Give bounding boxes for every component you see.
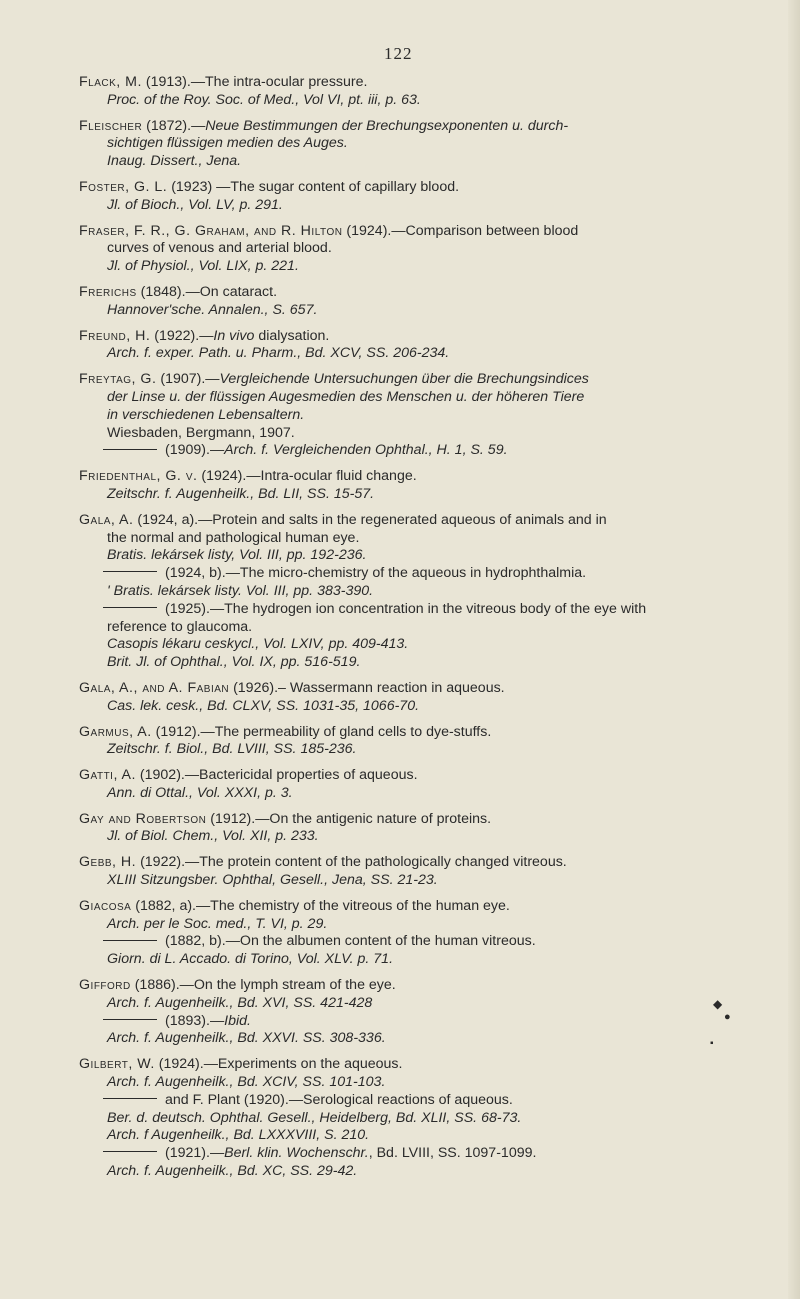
reference-title: (1924).—Intra-ocular fluid change. [197, 468, 417, 485]
author: Freund, H. [79, 327, 151, 344]
ditto-dash [103, 940, 157, 941]
reference-title: (1924, b).—The micro-chemistry of the aqueous in hydrophthalmia. [165, 565, 587, 582]
author: Gifford [79, 977, 131, 994]
citation: Arch. f. exper. Path. u. Pharm., Bd. XCV, SS. 206-234. [107, 345, 450, 362]
reference-title-cont: reference to glaucoma. [107, 618, 253, 635]
reference-entry [79, 74, 739, 110]
reference-title: Berl. klin. Wochenschr. [224, 1145, 369, 1162]
reference-title: (1922).—The protein content of the pathologically changed vitreous. [136, 854, 567, 871]
ditto-dash [103, 1151, 157, 1152]
citation: Inaug. Dissert., Jena. [107, 153, 242, 170]
author: Gilbert, W. [79, 1056, 155, 1073]
author: Foster, G. L. [79, 178, 168, 195]
reference-title: Neue Bestimmungen der Brechungsexponenten u. durch- [205, 117, 569, 134]
reference-entry [79, 118, 739, 171]
citation: Proc. of the Roy. Soc. of Med., Vol VI, pt. iii, p. 63. [107, 91, 421, 108]
reference-entry [79, 468, 739, 504]
reference-title: (1912).—On the antigenic nature of proteins. [206, 810, 492, 827]
reference-title: Vergleichende Untersuchungen über die Brechungsindices [219, 371, 589, 388]
author: Friedenthal, G. v. [79, 468, 198, 485]
reference-title: (1848).—On cataract. [136, 283, 278, 300]
reference-entry [79, 371, 739, 460]
citation: Arch. f. Augenheilk., Bd. XXVI. SS. 308-336. [107, 1030, 386, 1047]
reference-title: (1925).—The hydrogen ion concentration in the vitreous body of the eye with [165, 600, 647, 617]
year: (1922).— [150, 327, 214, 344]
reference-entry [79, 512, 739, 672]
author: Fraser, F. R., G. Graham, and R. Hilton [79, 222, 343, 239]
reference-entry [79, 811, 739, 847]
year: (1872).— [142, 117, 206, 134]
citation: Arch. f. Augenheilk., Bd. XCIV, SS. 101-103. [107, 1074, 386, 1091]
reference-entry [79, 724, 739, 760]
author: Giacosa [79, 897, 132, 914]
reference-title: In vivo [213, 327, 255, 344]
reference-title: (1882, a).—The chemistry of the vitreous of the human eye. [131, 897, 510, 914]
bibliography [79, 74, 739, 1189]
citation: Arch. f. Augenheilk., Bd. XC, SS. 29-42. [107, 1163, 358, 1180]
author: Gebb, H. [79, 854, 137, 871]
ditto-dash [103, 1098, 157, 1099]
reference-title: (1913).—The intra-ocular pressure. [141, 74, 368, 90]
citation: Wiesbaden, Bergmann, 1907. [107, 424, 295, 441]
author: Frerichs [79, 283, 137, 300]
reference-entry [79, 854, 739, 890]
reference-title-cont: in verschiedenen Lebensaltern. [107, 406, 305, 423]
year: (1907).— [156, 371, 220, 388]
reference-title: (1924, a).—Protein and salts in the regenerated aqueous of animals and in [133, 511, 607, 528]
citation: Bratis. lekársek listy, Vol. III, pp. 192-236. [107, 547, 367, 564]
reference-title: (1886).—On the lymph stream of the eye. [130, 977, 396, 994]
reference-title: (1902).—Bactericidal properties of aqueous. [135, 767, 418, 784]
author: Gatti, A. [79, 767, 136, 784]
author: Flack, M. [79, 74, 142, 90]
author: Freytag, G. [79, 371, 157, 388]
reference-title: Ibid. [224, 1012, 251, 1029]
citation: Jl. of Bioch., Vol. LV, p. 291. [107, 196, 283, 213]
reference-entry [79, 898, 739, 969]
author: Gay and Robertson [79, 810, 207, 827]
reference-entry [79, 977, 739, 1048]
page-edge [788, 0, 800, 1299]
reference-title-rest: dialysation. [254, 327, 330, 344]
reference-entry [79, 1056, 739, 1181]
citation: Jl. of Physiol., Vol. LIX, p. 221. [107, 258, 299, 275]
reference-entry [79, 767, 739, 803]
ink-mark: ◆ [713, 997, 723, 1011]
citation: Brit. Jl. of Ophthal., Vol. IX, pp. 516-519. [107, 654, 361, 671]
ink-mark: ● [724, 1011, 731, 1023]
citation: Casopis lékaru ceskycl., Vol. LXIV, pp. 409-413. [107, 636, 409, 653]
page-number: 122 [384, 44, 413, 63]
citation: Zeitschr. f. Biol., Bd. LVIII, SS. 185-236. [107, 741, 357, 758]
reference-title-cont: the normal and pathological human eye. [107, 529, 360, 546]
reference-title: (1926).– Wassermann reaction in aqueous. [229, 679, 505, 696]
reference-title: (1912).—The permeability of gland cells to dye-stuffs. [151, 723, 492, 740]
citation: Hannover'sche. Annalen., S. 657. [107, 301, 318, 318]
year: (1921).— [165, 1145, 225, 1162]
reference-title: (1923) —The sugar content of capillary blood. [167, 178, 460, 195]
reference-entry [79, 284, 739, 320]
citation: Giorn. di L. Accado. di Torino, Vol. XLV. p. 71. [107, 951, 394, 968]
year: (1893).— [165, 1012, 225, 1029]
citation: Arch. f. Vergleichenden Ophthal., H. 1, S. 59. [224, 442, 508, 459]
author: Fleischer [79, 117, 143, 134]
citation: Arch. per le Soc. med., T. VI, p. 29. [107, 915, 328, 932]
ink-mark: ▪ [710, 1038, 714, 1049]
ditto-dash [103, 607, 157, 608]
citation: Ann. di Ottal., Vol. XXXI, p. 3. [107, 784, 293, 801]
reference-title: (1924).—Comparison between blood [342, 222, 579, 239]
reference-entry [79, 223, 739, 276]
reference-entry [79, 179, 739, 215]
reference-entry [79, 680, 739, 716]
citation: Jl. of Biol. Chem., Vol. XII, p. 233. [107, 828, 319, 845]
reference-title: and F. Plant (1920).—Serological reactions of aqueous. [165, 1091, 513, 1108]
reference-title-cont: sichtigen flüssigen medien des Auges. [107, 135, 348, 152]
reference-entry [79, 328, 739, 364]
reference-title: (1882, b).—On the albumen content of the human vitreous. [165, 933, 536, 950]
author: Gala, A., and A. Fabian [79, 679, 230, 696]
author: Garmus, A. [79, 723, 152, 740]
citation: , Bd. LVIII, SS. 1097-1099. [368, 1145, 537, 1162]
ditto-dash [103, 1019, 157, 1020]
ditto-dash [103, 449, 157, 450]
citation: XLIII Sitzungsber. Ophthal, Gesell., Jena, SS. 21-23. [107, 872, 438, 889]
ditto-dash [103, 571, 157, 572]
citation: Arch. f Augenheilk., Bd. LXXXVIII, S. 210. [107, 1127, 370, 1144]
reference-title: (1924).—Experiments on the aqueous. [154, 1056, 403, 1073]
reference-title-cont: curves of venous and arterial blood. [107, 240, 332, 257]
citation: Zeitschr. f. Augenheilk., Bd. LII, SS. 15-57. [107, 485, 375, 502]
citation: Ber. d. deutsch. Ophthal. Gesell., Heidelberg, Bd. XLII, SS. 68-73. [107, 1109, 522, 1126]
reference-title-cont: der Linse u. der flüssigen Augesmedien des Menschen u. der höheren Tiere [107, 388, 585, 405]
citation: Cas. lek. cesk., Bd. CLXV, SS. 1031-35, 1066-70. [107, 697, 420, 714]
citation: ' Bratis. lekársek listy. Vol. III, pp. 383-390. [107, 582, 374, 599]
author: Gala, A. [79, 511, 134, 528]
year: (1909).— [165, 442, 225, 459]
citation: Arch. f. Augenheilk., Bd. XVI, SS. 421-428 [107, 994, 373, 1011]
